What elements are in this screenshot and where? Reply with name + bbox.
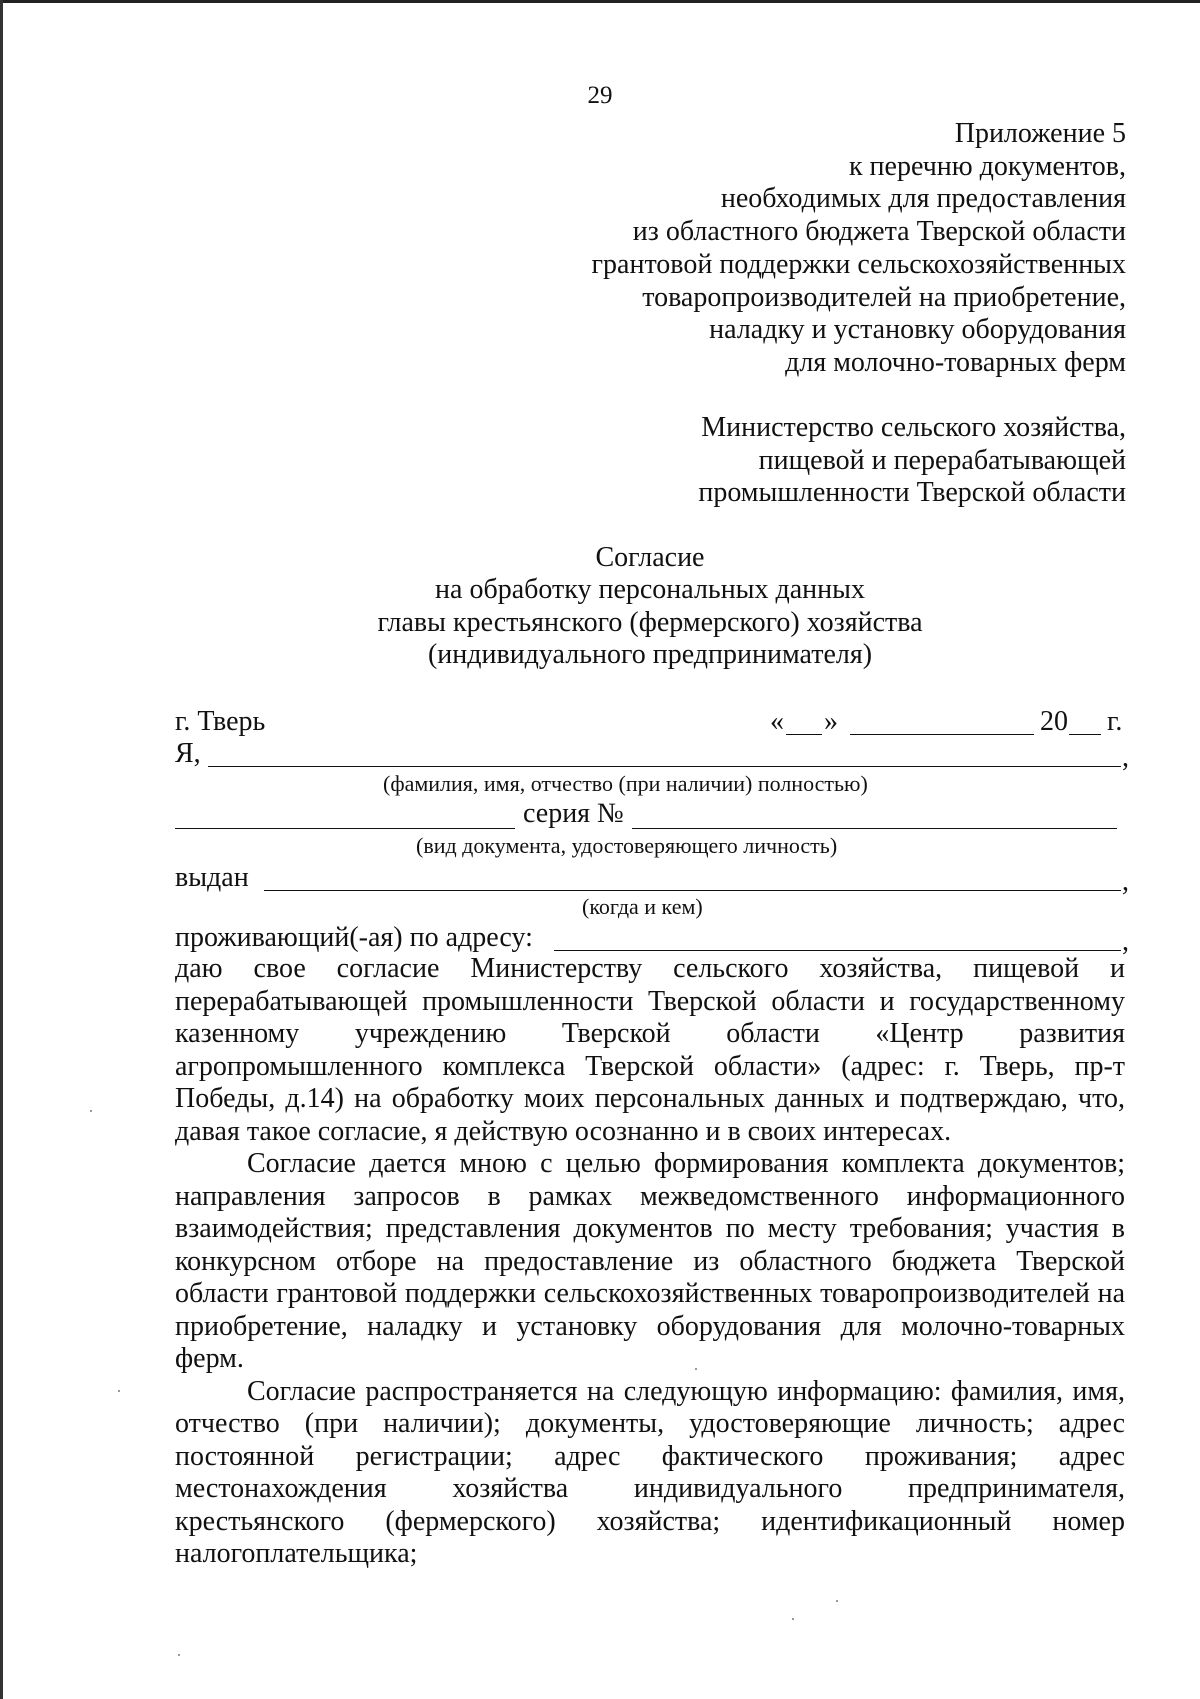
addressee-line: промышленности Тверской области — [698, 477, 1126, 509]
consent-body — [175, 953, 1125, 1571]
scan-left-edge — [0, 0, 3, 1699]
i-label: Я, — [175, 738, 201, 769]
address-comma: , — [1122, 926, 1129, 957]
full-name-blank[interactable] — [208, 766, 1121, 767]
appendix-line: для молочно-товарных ферм — [785, 346, 1126, 378]
series-number-blank[interactable] — [632, 828, 1117, 829]
title-line: (индивидуального предпринимателя) — [427, 638, 873, 670]
scan-top-edge — [0, 0, 1200, 3]
document-type-blank[interactable] — [175, 828, 515, 829]
name-comma: , — [1122, 742, 1129, 773]
scan-speck — [90, 1110, 92, 1112]
appendix-header — [592, 118, 1126, 380]
year-prefix: 20 — [1040, 706, 1068, 737]
name-caption: (фамилия, имя, отчество (при наличии) полностью) — [383, 771, 868, 796]
scan-speck — [118, 1390, 120, 1392]
title-line: главы крестьянского (фермерского) хозяйства — [377, 606, 923, 638]
scan-speck — [178, 1654, 180, 1656]
date-close-quote: » — [824, 706, 838, 737]
address-label: проживающий(-ая) по адресу: — [175, 922, 533, 953]
address-blank[interactable] — [554, 950, 1121, 951]
appendix-line: наладку и установку оборудования — [709, 314, 1126, 346]
year-blank[interactable] — [1069, 734, 1101, 735]
appendix-line: грантовой поддержки сельскохозяйственных — [591, 248, 1126, 280]
scope-paragraph: Согласие распространяется на следующую информацию: фамилия, имя, отчество (при наличии); документы, удостоверяющие личность; адрес постоянной регистрации; адрес фактического проживания; адрес местонахождения хозяйства индивидуального предпринимателя, крестьянского (фермерского) хозяйства; идентификационный номер налогоплательщика; — [175, 1375, 1125, 1569]
appendix-line: Приложение 5 — [954, 118, 1126, 149]
purpose-paragraph: Согласие дается мною с целью формирования комплекта документов; направления запросов в рамках межведомственного информационного взаимодействия; представления документов по месту требования; участия в конкурсном отборе на предоставление из областного бюджета Тверской области грантовой поддержки сельскохозяйственных товаропроизводителей на приобретение, наладку и установку оборудования для молочно-товарных ферм. — [175, 1148, 1125, 1374]
scan-speck — [836, 1600, 838, 1602]
document-title — [0, 542, 1200, 671]
city-label: г. Тверь — [175, 706, 266, 737]
issued-by-blank[interactable] — [264, 890, 1121, 891]
addressee-line: Министерство сельского хозяйства, — [701, 412, 1126, 443]
month-blank[interactable] — [850, 734, 1034, 735]
appendix-line: необходимых для предоставления — [720, 183, 1126, 215]
issued-comma: , — [1122, 866, 1129, 897]
scan-speck — [695, 1368, 697, 1370]
issued-caption: (когда и кем) — [582, 894, 703, 919]
document-caption: (вид документа, удостоверяющего личность) — [416, 833, 838, 858]
appendix-line: из областного бюджета Тверской области — [632, 216, 1126, 248]
appendix-line: товаропроизводителей на приобретение, — [642, 281, 1126, 313]
addressee-block — [698, 412, 1126, 510]
addressee-line: пищевой и перерабатывающей — [758, 444, 1126, 476]
appendix-line: к перечню документов, — [848, 150, 1126, 182]
issued-label: выдан — [175, 862, 249, 893]
date-open-quote: « — [770, 706, 784, 737]
title-line: на обработку персональных данных — [435, 574, 865, 606]
day-blank[interactable] — [786, 734, 822, 735]
title-line: Согласие — [595, 542, 705, 573]
scan-speck — [792, 1618, 794, 1620]
page-number: 29 — [587, 82, 613, 109]
series-label: серия № — [523, 798, 624, 829]
year-suffix: г. — [1107, 706, 1123, 737]
consent-paragraph: даю свое согласие Министерству сельского хозяйства, пищевой и перерабатывающей промышленности Тверской области и государственному казенному учреждению Тверской области «Центр развития агропромышленного комплекса Тверской области» (адрес: г. Тверь, пр-т Победы, д.14) на обработку моих персональных данных и подтверждаю, что, давая такое согласие, я действую осознанно и в своих интересах. — [175, 953, 1125, 1147]
